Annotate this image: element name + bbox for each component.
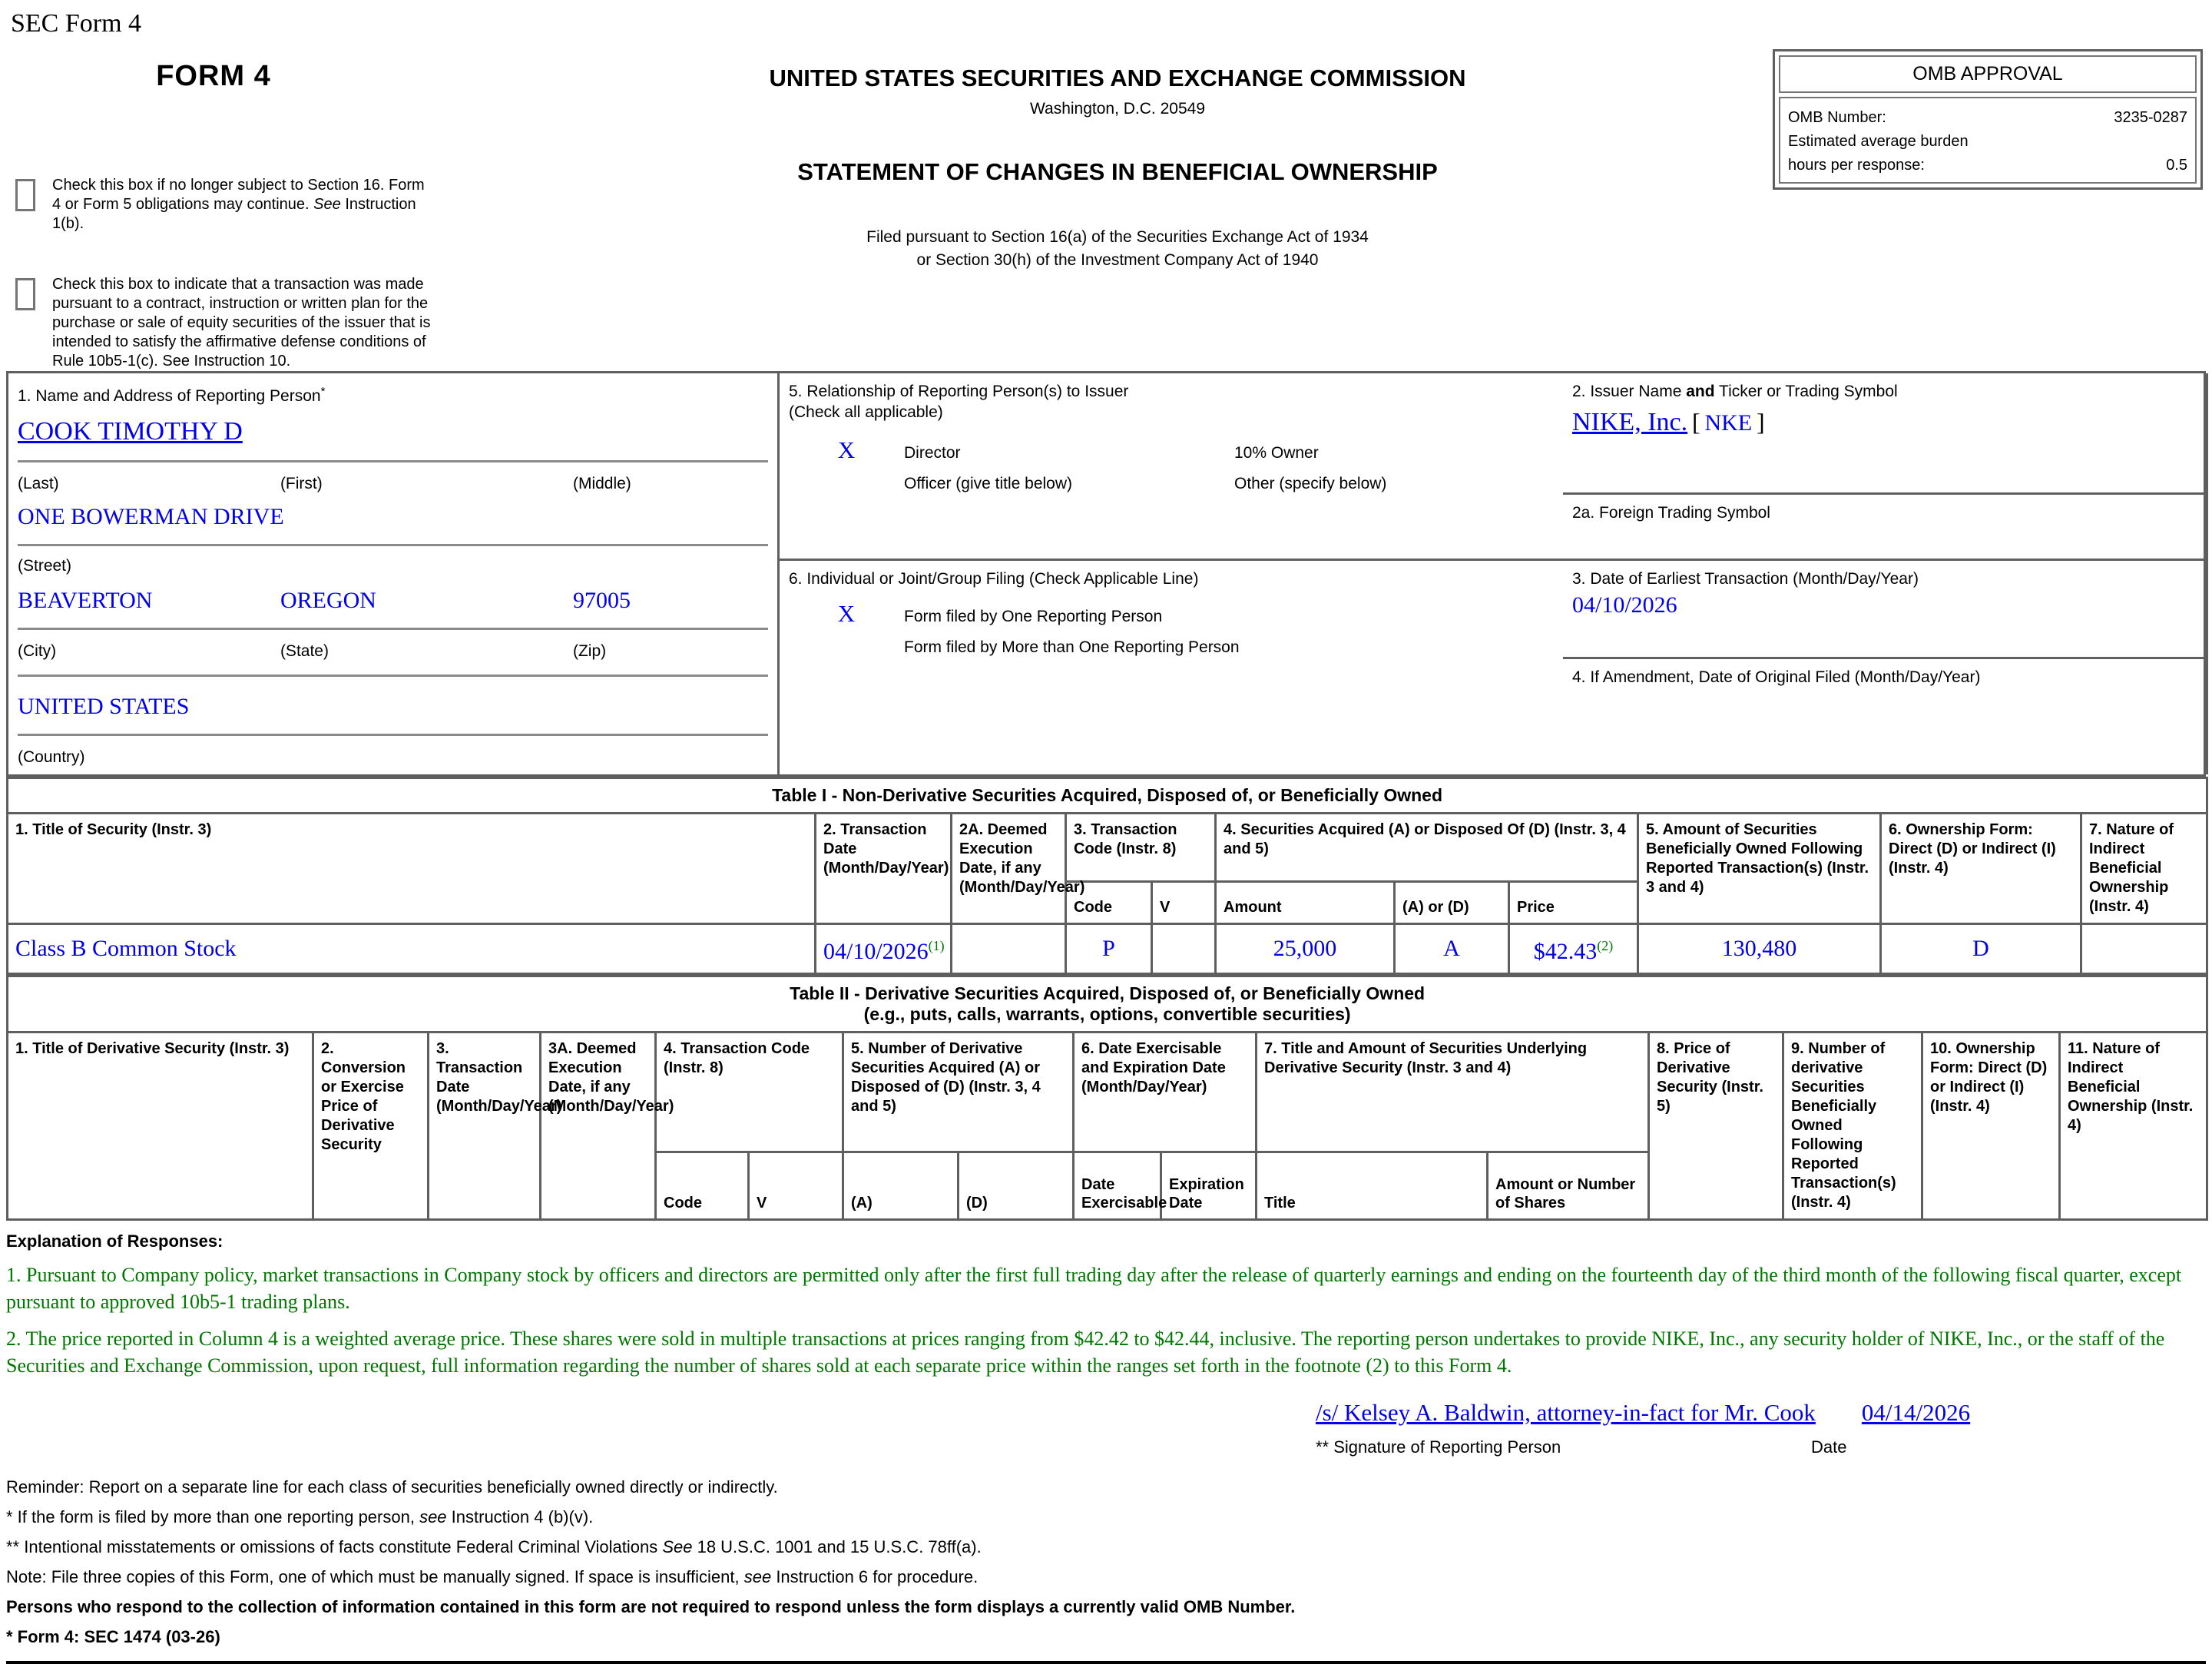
t2-a-subheader: (A) [843,1152,959,1220]
divider [18,460,768,462]
city-value: BEAVERTON [18,588,153,613]
t1-col7-header: 7. Nature of Indirect Beneficial Ownership (Instr. 4) [2081,814,2207,924]
t1-v-value [1152,924,1216,974]
other-label: Other (specify below) [1234,475,1387,492]
t1-col6-header: 6. Ownership Form: Direct (D) or Indirect (I) (Instr. 4) [1881,814,2081,924]
relationship-label-line2: (Check all applicable) [789,403,943,421]
bottom-divider [6,1661,2206,1664]
signature-date-label: Date [1811,1437,1847,1457]
amendment-box [1563,659,2208,774]
foreign-symbol-box [1563,495,2208,561]
state-label: (State) [280,642,329,660]
explanation-section [6,1231,2206,1379]
more-person-label: Form filed by More than One Reporting Person [904,638,1240,656]
filing-type-box [780,561,1563,774]
t2-col1-header: 1. Title of Derivative Security (Instr. 3) [8,1033,313,1220]
t2-v-subheader: V [749,1152,843,1220]
page-title: SEC Form 4 [11,9,142,38]
filer-info-grid [6,371,2206,777]
reporting-person-asterisk: * [320,385,326,398]
table2-derivative [6,975,2208,1221]
t1-nature-value [2081,924,2207,974]
relationship-box [780,373,1563,561]
t1-col3-header: 3. Transaction Code (Instr. 8) [1066,814,1216,882]
filed-pursuant-line2: or Section 30(h) of the Investment Company Act of 1940 [916,251,1319,269]
bracket-close: ] [1756,408,1765,436]
t1-col1-header: 1. Title of Security (Instr. 3) [8,814,816,924]
t1-code-value: P [1066,924,1152,974]
header-center [482,49,1753,371]
t2-col3a-header: 3A. Deemed Execution Date, if any (Month/Day/Year) [541,1033,656,1220]
copies-note-see: see [743,1567,772,1586]
table1-title: Table I - Non-Derivative Securities Acquired, Disposed of, or Beneficially Owned [8,778,2207,814]
section16-text-post: Instruction 1(b). [52,196,416,232]
omb-body [1779,97,2197,184]
table2-title-line1: Table II - Derivative Securities Acquired, Disposed of, or Beneficially Owned [790,983,1426,1003]
signature-link[interactable]: /s/ Kelsey A. Baldwin, attorney-in-fact for Mr. Cook [1316,1399,1816,1426]
t1-price-footnote: (2) [1597,938,1614,953]
officer-label: Officer (give title below) [904,475,1073,492]
table2-title-line2: (e.g., puts, calls, warrants, options, convertible securities) [863,1004,1351,1024]
one-person-label: Form filed by One Reporting Person [904,608,1163,625]
omb-approval-box [1773,49,2203,190]
copies-note-post: Instruction 6 for procedure. [771,1567,979,1586]
t1-transaction-date [816,924,952,974]
relationship-label-line1: 5. Relationship of Reporting Person(s) to Issuer [789,383,1129,400]
t2-date-exercisable-subheader: Date Exercisable [1074,1152,1161,1220]
t1-col2a-header: 2A. Deemed Execution Date, if any (Month/Day/Year) [952,814,1066,924]
signature-label: ** Signature of Reporting Person [1316,1437,1561,1457]
issuer-label-and: and [1686,383,1715,400]
t1-date-value: 04/10/2026 [823,939,929,964]
single-star-post: Instruction 4 (b)(v). [446,1507,594,1526]
section16-text-see: See [313,196,341,213]
section16-text-pre: Check this box if no longer subject to Section 16. Form 4 or Form 5 obligations may continue. [52,177,425,213]
t1-owned-value: 130,480 [1638,924,1881,974]
t2-col11-header: 11. Nature of Indirect Beneficial Ownership (Instr. 4) [2060,1033,2207,1220]
t1-aord-subheader: (A) or (D) [1395,881,1509,923]
reporting-person-box [8,373,780,774]
t2-col9-header: 9. Number of derivative Securities Beneficially Owned Following Reported Transaction(s) (Instr. 4) [1783,1033,1922,1220]
t1-price-subheader: Price [1509,881,1638,923]
header-left [6,49,482,371]
zip-label: (Zip) [572,642,607,660]
issuer-label [1572,381,2197,402]
t2-code-subheader: Code [656,1152,749,1220]
t2-col4-header: 4. Transaction Code (Instr. 8) [656,1033,843,1152]
double-star-note [6,1537,2206,1557]
one-person-checked-x[interactable]: X [837,600,856,627]
t2-title-subheader: Title [1257,1152,1488,1220]
t1-col2-header: 2. Transaction Date (Month/Day/Year) [816,814,952,924]
t1-code-subheader: Code [1066,881,1152,923]
header [6,49,2206,371]
t2-col6-header: 6. Date Exercisable and Expiration Date (Month/Day/Year) [1074,1033,1257,1152]
footer-notes [6,1477,2206,1647]
street-value: ONE BOWERMAN DRIVE [18,504,284,529]
table2-title [8,976,2207,1033]
filing-type-label: 6. Individual or Joint/Group Filing (Check Applicable Line) [789,570,1199,588]
commission-address: Washington, D.C. 20549 [1029,100,1206,118]
omb-title: OMB APPROVAL [1779,55,2197,93]
copies-note [6,1567,2206,1587]
header-right [1753,49,2206,371]
double-star-post: 18 U.S.C. 1001 and 15 U.S.C. 78ff(a). [692,1537,982,1556]
filed-pursuant [482,226,1753,272]
t2-d-subheader: (D) [959,1152,1074,1220]
double-star-see: See [662,1537,693,1556]
rule10b5-checkbox-label: Check this box to indicate that a transaction was made pursuant to a contract, instruction or written plan for the purchase or sale of equity securities of the issuer that is intended to satisfy the affirmative defense conditions of Rule 10b5-1(c). See Instruction 10. [52,276,431,370]
t1-amount-value: 25,000 [1216,924,1395,974]
omb-number-value: 3235-0287 [2114,109,2187,126]
country-value: UNITED STATES [18,694,190,719]
t2-col2-header: 2. Conversion or Exercise Price of Derivative Security [313,1033,429,1220]
ten-percent-owner-label: 10% Owner [1234,444,1319,462]
issuer-label-pre: 2. Issuer Name [1572,383,1687,400]
statement-title: STATEMENT OF CHANGES IN BENEFICIAL OWNERSHIP [797,158,1438,185]
reporting-person-label [18,381,768,406]
country-label: (Country) [18,748,85,766]
section16-checkbox-label [52,176,436,234]
table1-non-derivative [6,777,2208,975]
rule10b5-checkbox[interactable] [15,278,35,310]
last-label: (Last) [18,475,59,492]
issuer-line [1572,406,2197,437]
footnote-1: 1. Pursuant to Company policy, market transactions in Company stock by officers and directors are permitted only after the first full trading day after the release of quarterly earnings and ending on the fourteenth day of the third month of the following fiscal quarter, except pursuant to approved 10b5-1 trading plans. [6,1264,2182,1313]
single-star-pre: * If the form is filed by more than one reporting person, [6,1507,420,1526]
t2-col3-header: 3. Transaction Date (Month/Day/Year) [429,1033,541,1220]
signature-block [1316,1399,2207,1457]
single-star-note [6,1507,2206,1527]
earliest-transaction-label: 3. Date of Earliest Transaction (Month/Day/Year) [1572,570,1919,588]
double-star-pre: ** Intentional misstatements or omissions of facts constitute Federal Criminal Violations [6,1537,663,1556]
t1-exec-date [952,924,1066,974]
form-id-note: * Form 4: SEC 1474 (03-26) [6,1627,220,1646]
signature-date-link[interactable]: 04/14/2026 [1861,1399,1971,1426]
issuer-label-post: Ticker or Trading Symbol [1714,383,1898,400]
section16-checkbox-row [15,176,482,234]
table1-row [8,924,2207,974]
explanation-heading: Explanation of Responses: [6,1231,224,1251]
t1-amount-subheader: Amount [1216,881,1395,923]
reminder-note: Reminder: Report on a separate line for each class of securities beneficially owned directly or indirectly. [6,1477,778,1497]
rule10b5-checkbox-row [15,275,482,371]
director-label: Director [904,444,961,462]
issuer-box [1563,373,2208,495]
amendment-label: 4. If Amendment, Date of Original Filed (Month/Day/Year) [1572,668,1981,686]
issuer-name-link[interactable]: NIKE, Inc. [1572,408,1688,436]
omb-hours-value: 0.5 [2166,157,2187,174]
issuer-ticker: NKE [1704,410,1753,436]
street-label: (Street) [18,557,72,575]
t2-col10-header: 10. Ownership Form: Direct (D) or Indirect (I) (Instr. 4) [1922,1033,2060,1220]
foreign-symbol-label: 2a. Foreign Trading Symbol [1572,504,1770,522]
t2-amount-shares-subheader: Amount or Number of Shares [1488,1152,1649,1220]
divider [18,734,768,736]
middle-label: (Middle) [572,475,631,492]
t1-aord-value: A [1395,924,1509,974]
t1-security-title: Class B Common Stock [8,924,816,974]
t1-ownership-value: D [1881,924,2081,974]
t1-date-footnote: (1) [928,938,945,953]
footnote-2: 2. The price reported in Column 4 is a weighted average price. These shares were sold in multiple transactions at prices ranging from $42.42 to $42.44, inclusive. The reporting person undertakes to provide NIKE, Inc., any security holder of NIKE, Inc., or the staff of the Securities and Exchange Commission, upon request, full information regarding the number of shares sold at each separate price within the ranges set forth in the footnote (2) to this Form 4. [6,1328,2165,1377]
reporting-person-name-link[interactable]: COOK TIMOTHY D [18,417,243,446]
t2-col7-header: 7. Title and Amount of Securities Underlying Derivative Security (Instr. 3 and 4) [1257,1033,1649,1152]
divider [18,675,768,677]
omb-hours-label: hours per response: [1788,157,1925,174]
t1-col4-header: 4. Securities Acquired (A) or Disposed Of (D) (Instr. 3, 4 and 5) [1216,814,1638,882]
form4-title: FORM 4 [156,60,271,92]
t2-expiration-subheader: Expiration Date [1161,1152,1257,1220]
commission-title: UNITED STATES SECURITIES AND EXCHANGE COMMISSION [769,65,1466,91]
omb-burden-label: Estimated average burden [1788,133,1969,150]
single-star-see: see [419,1507,447,1526]
first-label: (First) [280,475,323,492]
director-checked-x[interactable]: X [837,436,856,463]
t1-price-number: $42.43 [1533,939,1598,964]
zip-value: 97005 [572,588,631,613]
t1-col5-header: 5. Amount of Securities Beneficially Owned Following Reported Transaction(s) (Instr. 3 and 4) [1638,814,1881,924]
divider [18,628,768,630]
t1-v-subheader: V [1152,881,1216,923]
t2-col5-header: 5. Number of Derivative Securities Acquired (A) or Disposed of (D) (Instr. 3, 4 and 5) [843,1033,1074,1152]
reporting-person-label-text: 1. Name and Address of Reporting Person [18,387,321,405]
divider [18,544,768,546]
earliest-transaction-date: 04/10/2026 [1572,592,1677,618]
filed-pursuant-line1: Filed pursuant to Section 16(a) of the Securities Exchange Act of 1934 [866,228,1369,246]
city-label: (City) [18,642,57,660]
t1-price-value [1509,924,1638,974]
t2-col8-header: 8. Price of Derivative Security (Instr. 5) [1649,1033,1783,1220]
persons-respond-note: Persons who respond to the collection of information contained in this form are not required to respond unless the form displays a currently valid OMB Number. [6,1597,1296,1616]
state-value: OREGON [280,588,376,613]
section16-checkbox[interactable] [15,179,35,211]
bracket-open: [ [1691,408,1700,436]
copies-note-pre: Note: File three copies of this Form, one of which must be manually signed. If space is insufficient, [6,1567,744,1586]
omb-number-label: OMB Number: [1788,109,1886,126]
earliest-transaction-box [1563,561,2208,659]
